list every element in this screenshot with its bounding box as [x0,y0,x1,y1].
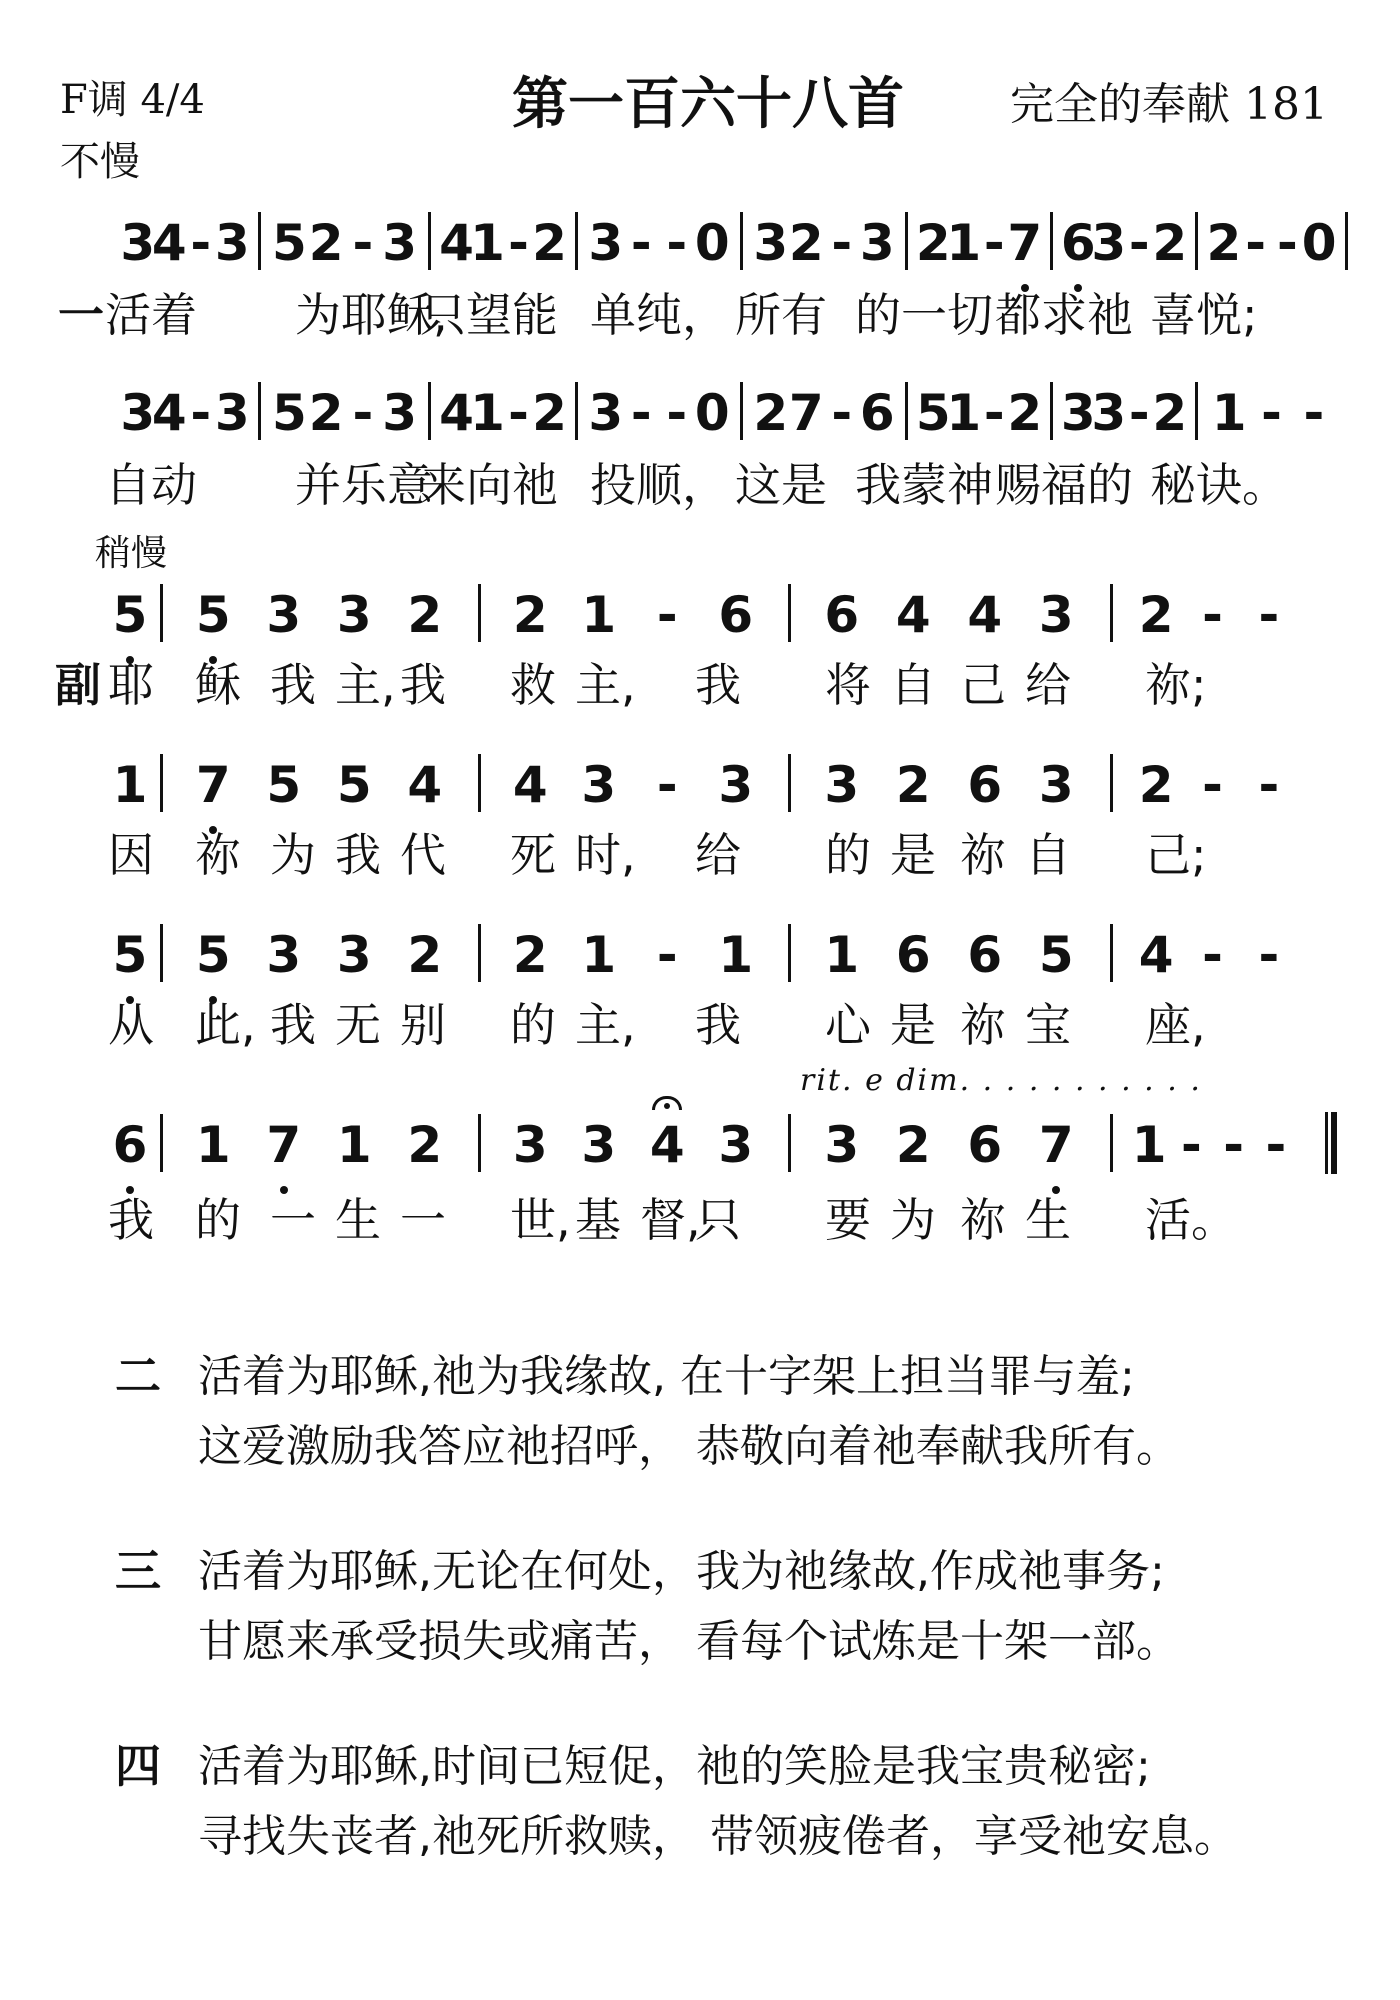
lyric-word: 单纯， [590,288,728,342]
note: 3 [120,214,156,272]
bar-line [1050,212,1053,270]
note: 2 [753,384,789,442]
note: 0 [694,384,730,442]
note: 4 [151,214,187,272]
note: 2 [308,214,344,272]
note: 4 [151,384,187,442]
note-row [0,1110,1400,1200]
note: - [352,384,374,442]
bar-line [905,212,908,270]
bar-line [160,1114,163,1172]
note: 6 [718,586,754,644]
fermata [652,1096,682,1110]
note: 3 [214,384,250,442]
note: - [983,214,1005,272]
lyric-row [0,455,1400,515]
bar-line [478,924,481,982]
lyric-char: 是 [890,998,936,1052]
note: 2 [1138,756,1174,814]
lyric-char: 我 [695,998,741,1052]
note: 4 [895,586,931,644]
bar-line [1050,382,1053,440]
note: 2 [512,586,548,644]
lyric-char: 别 [400,998,446,1052]
note: 4 [1138,926,1174,984]
note: 3 [1060,384,1096,442]
note: - [1180,1116,1202,1174]
note: 3 [382,214,418,272]
note: 2 [407,926,443,984]
note: 2 [512,926,548,984]
note: 2 [1206,214,1242,272]
lyric-char: 只 [695,1193,741,1247]
lyric-row [0,655,1400,715]
note: 2 [532,384,567,442]
bar-line [160,584,163,642]
note: 1 [946,384,982,442]
note: 6 [824,586,860,644]
note: 2 [308,384,344,442]
stanza-number: 四 [115,1739,161,1793]
note: 6 [112,1116,148,1174]
note: 3 [859,214,895,272]
note: - [508,384,529,442]
note: 3 [753,214,789,272]
note: 6 [967,926,1003,984]
ritardando-marking: rit. e dim. . . . . . . . . . . [800,1063,1202,1098]
note: - [352,214,374,272]
lyric-char: 我 [108,1193,154,1247]
stanza-line: 活着为耶稣,时间已短促，祂的笑脸是我宝贵秘密; [198,1741,1151,1792]
note: 2 [532,214,567,272]
lyric-word: 只望能 [420,288,558,342]
note: 3 [588,214,624,272]
note: - [1276,214,1298,272]
lyric-char: 祢 [960,998,1006,1052]
bar-line [478,584,481,642]
note: - [1202,926,1223,984]
note: 1 [824,926,860,984]
note: 3 [382,384,418,442]
lyric-char: 因 [108,828,154,882]
note: 5 [915,384,951,442]
lyric-char: 生 [1025,1193,1071,1247]
lyric-char: 座, [1145,998,1206,1052]
lyric-word: 为耶稣, [295,288,448,342]
stanza-line: 寻找失丧者,祂死所救赎， 带领疲倦者，享受祂安息。 [198,1811,1238,1862]
lyric-char: 死 [510,828,556,882]
note: - [1202,756,1223,814]
lyric-char: 是 [890,828,936,882]
bar-line [575,382,578,440]
lyric-char: 我 [270,658,316,712]
note: - [1303,384,1325,442]
tempo-slower: 稍慢 [95,533,168,574]
note: 7 [788,384,824,442]
lyric-row [0,995,1400,1055]
lyric-char: 宝 [1025,998,1071,1052]
lyric-char: 主, [335,658,396,712]
note: 2 [407,1116,443,1174]
bar-line [1110,924,1113,982]
lyric-word: 自动 [105,458,197,512]
note: 3 [824,1116,860,1174]
note: - [1128,214,1150,272]
note: 6 [967,1116,1003,1174]
note: 2 [1152,384,1188,442]
note: 3 [718,756,754,814]
note: 1 [718,926,754,984]
lyric-char: 基 [575,1193,621,1247]
lyric-char: 我 [400,658,446,712]
note: 4 [512,756,548,814]
bar-line [1195,382,1198,440]
bar-line [258,382,261,440]
bar-line [788,1114,791,1172]
note: 3 [336,586,372,644]
note: 5 [112,926,148,984]
note: 3 [588,384,624,442]
note: 5 [1038,926,1074,984]
lyric-char: 救 [510,658,556,712]
note: 6 [895,926,931,984]
note: 1 [112,756,148,814]
note: - [508,214,529,272]
lyric-char: 我 [270,998,316,1052]
stanza-line: 活着为耶稣,祂为我缘故, 在十字架上担当罪与羞; [198,1351,1135,1402]
note: - [630,384,652,442]
note: 1 [336,1116,372,1174]
note: 2 [1138,586,1174,644]
note: 6 [967,756,1003,814]
lyric-char: 自 [890,658,936,712]
lyric-char: 祢 [960,1193,1006,1247]
note: 5 [271,214,307,272]
note: 0 [694,214,730,272]
stanza-line: 这爱激励我答应祂招呼， 恭敬向着祂奉献我所有。 [198,1421,1180,1472]
bar-line [788,754,791,812]
note: 3 [512,1116,548,1174]
note: - [1202,586,1223,644]
note: - [831,384,853,442]
note: - [190,384,212,442]
chorus-label: 副 [55,658,101,712]
note: 4 [439,384,474,442]
lyric-char: 的 [510,998,556,1052]
note: 5 [336,756,372,814]
note: - [1245,214,1267,272]
lyric-char: 祢 [195,828,241,882]
note: 6 [1060,214,1096,272]
bar-line [1110,584,1113,642]
lyric-char: 祢; [1145,658,1207,712]
lyric-word: 并乐意 [295,458,433,512]
bar-line [1110,754,1113,812]
lyric-char: 心 [825,998,871,1052]
note: 3 [214,214,250,272]
note: 2 [895,756,931,814]
note: 1 [1211,384,1247,442]
note: 2 [1152,214,1188,272]
hymn-title: 第一百六十八首 [512,72,904,137]
stanza-line: 活着为耶稣,无论在何处，我为祂缘故,作成祂事务; [198,1546,1165,1597]
lyric-char: 一 [400,1193,446,1247]
lyric-char: 主, [575,658,636,712]
bar-line [788,924,791,982]
note: 3 [581,1116,617,1174]
note: - [656,926,678,984]
bar-line [740,212,743,270]
note: 7 [195,756,231,814]
bar-line [478,1114,481,1172]
note: 2 [1007,384,1043,442]
note: 5 [112,586,148,644]
note: - [1261,384,1282,442]
lyric-word: 来向祂 [420,458,558,512]
lyric-row [0,1190,1400,1250]
lyric-char: 将 [825,658,871,712]
lyric-char: 的 [195,1193,241,1247]
note: 3 [266,586,302,644]
note: 7 [1007,214,1043,272]
note: - [656,586,678,644]
lyric-char: 时, [575,828,636,882]
note: 3 [824,756,860,814]
note: 4 [967,586,1003,644]
final-double-bar [1325,1112,1337,1174]
lyric-char: 己; [1145,828,1207,882]
note: 1 [470,214,505,272]
note: - [1258,586,1280,644]
note: - [1258,926,1280,984]
lyric-char: 为 [890,1193,936,1247]
bar-line [905,382,908,440]
bar-line [428,212,431,270]
lyric-char: 世, [510,1193,571,1247]
note: 1 [946,214,982,272]
stanza-number: 二 [115,1349,161,1403]
note: 3 [1091,384,1127,442]
lyric-char: 一 [270,1193,316,1247]
note: - [630,214,652,272]
bar-line [428,382,431,440]
note: 0 [1301,214,1337,272]
key-signature: F调 4/4 [60,77,205,123]
verse-number: 一 [58,288,104,342]
note: 7 [1038,1116,1074,1174]
lyric-word: 秘诀。 [1150,458,1288,512]
note: 3 [1038,586,1074,644]
lyric-word: 我蒙神 [855,458,993,512]
lyric-char: 我 [695,658,741,712]
note: 5 [195,926,231,984]
lyric-word: 所有 [735,288,827,342]
note: - [656,756,678,814]
note: 1 [1131,1116,1167,1174]
note: 1 [470,384,505,442]
note: - [1223,1116,1245,1174]
stanza-line: 甘愿来承受损失或痛苦， 看每个试炼是十架一部。 [198,1616,1180,1667]
note: - [1258,756,1280,814]
note: 3 [1038,756,1074,814]
note: 3 [336,926,372,984]
note: 5 [195,586,231,644]
note: 7 [266,1116,302,1174]
note: 4 [649,1116,685,1174]
note: 2 [915,214,951,272]
stanza-number: 三 [115,1544,161,1598]
note: - [1128,384,1150,442]
lyric-row [0,285,1400,345]
note: 3 [120,384,156,442]
lyric-word: 都求祂 [995,288,1133,342]
lyric-word: 活着 [105,288,197,342]
note: - [190,214,212,272]
bar-line [1110,1114,1113,1172]
note: 1 [581,926,617,984]
note: 3 [718,1116,754,1174]
lyric-char: 要 [825,1193,871,1247]
lyric-char: 生 [335,1193,381,1247]
lyric-word: 赐福的 [995,458,1133,512]
lyric-char: 己 [960,658,1006,712]
note: 1 [195,1116,231,1174]
lyric-char: 我 [335,828,381,882]
lyric-char: 给 [695,828,741,882]
tempo-marking: 不慢 [60,139,140,185]
note: 6 [859,384,895,442]
bar-line [160,754,163,812]
bar-line [1195,212,1198,270]
note: 2 [895,1116,931,1174]
note: - [1265,1116,1287,1174]
note: - [666,214,688,272]
lyric-char: 主, [575,998,636,1052]
note: 3 [266,926,302,984]
bar-line [258,212,261,270]
bar-line [740,382,743,440]
note: 3 [581,756,617,814]
lyric-char: 的 [825,828,871,882]
note: 1 [581,586,617,644]
lyric-char: 祢 [960,828,1006,882]
bar-line [788,584,791,642]
note: 4 [439,214,474,272]
lyric-char: 督, [640,1193,701,1247]
lyric-char: 无 [335,998,381,1052]
lyric-char: 从 [108,998,154,1052]
lyric-word: 的一切 [855,288,993,342]
bar-line [1345,212,1348,270]
lyric-word: 投顺， [590,458,728,512]
note: 2 [407,586,443,644]
note: - [666,384,688,442]
note: 5 [271,384,307,442]
lyric-char: 稣 [195,658,241,712]
lyric-char: 代 [400,828,446,882]
lyric-char: 自 [1025,828,1071,882]
lyric-row [0,825,1400,885]
note: - [983,384,1005,442]
bar-line [160,924,163,982]
lyric-char: 为 [270,828,316,882]
lyric-char: 此, [195,998,256,1052]
note: 3 [1091,214,1127,272]
lyric-char: 耶 [108,658,154,712]
lyric-word: 这是 [735,458,827,512]
hymn-category: 完全的奉献 181 [1010,79,1328,130]
note: - [831,214,853,272]
lyric-char: 活。 [1145,1193,1237,1247]
note: 5 [266,756,302,814]
bar-line [478,754,481,812]
lyric-char: 给 [1025,658,1071,712]
note: 2 [788,214,824,272]
lyric-word: 喜悦; [1150,288,1258,342]
note: 4 [407,756,443,814]
bar-line [575,212,578,270]
